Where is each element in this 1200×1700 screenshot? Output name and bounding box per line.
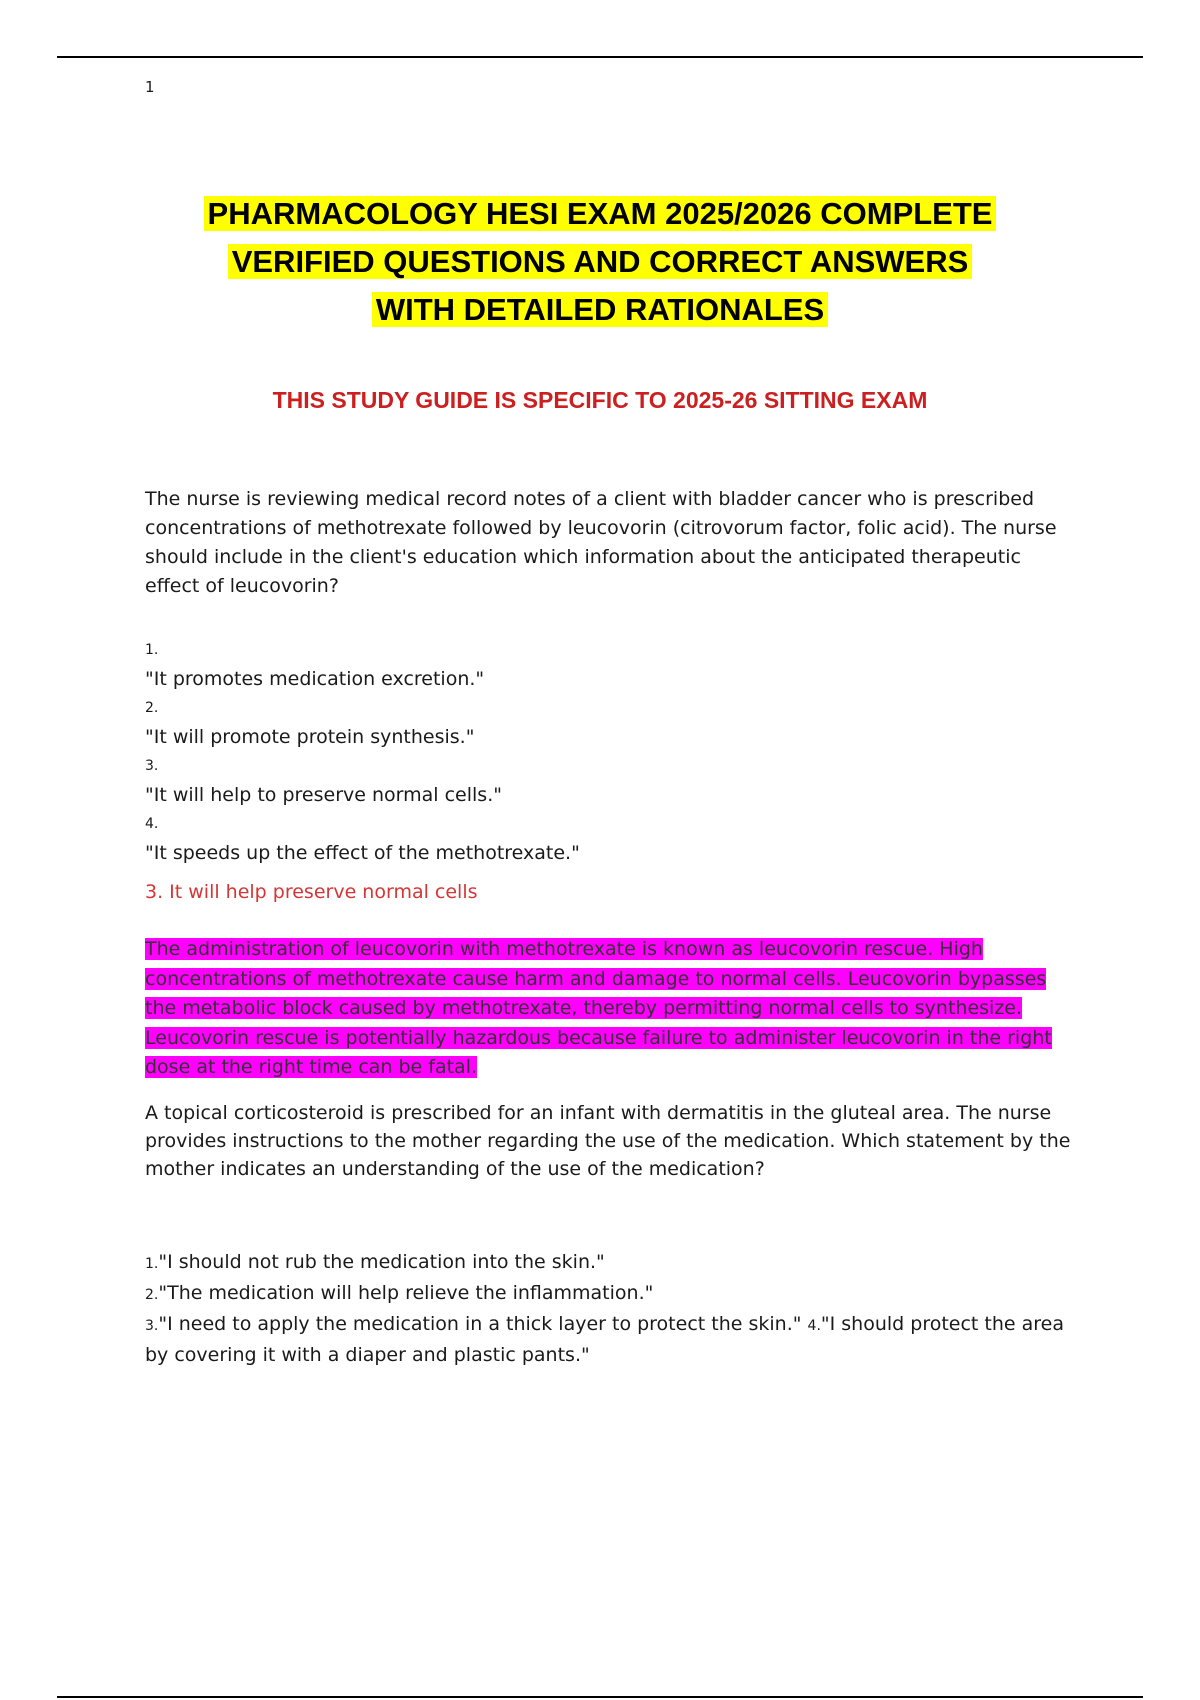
option-text: "I need to apply the medication in a thick layer to protect the skin."	[158, 1313, 802, 1335]
question-1-answer: 3. It will help preserve normal cells	[145, 881, 478, 903]
question-2-options	[145, 1248, 1080, 1370]
option-number: 4.	[807, 1318, 821, 1334]
option-number: 4.	[145, 816, 159, 832]
question-2-text: A topical corticosteroid is prescribed for an infant with dermatitis in the gluteal area. The nurse provides instructions to the mother regarding the use of the medication. Which statement by the mother indicates an understanding of the use of the medication?	[145, 1102, 1071, 1180]
option-number: 2.	[145, 1287, 159, 1303]
option-text: "It will help to preserve normal cells."	[145, 784, 502, 806]
option-text: "It will promote protein synthesis."	[145, 726, 475, 748]
title-line-2: VERIFIED QUESTIONS AND CORRECT ANSWERS	[228, 244, 973, 279]
option-text: "I should protect the area by covering it with a diaper and plastic pants."	[145, 1313, 1065, 1366]
option-number: 2.	[145, 700, 159, 716]
question-1-options	[145, 636, 1080, 868]
option-text: "I should not rub the medication into the skin."	[158, 1251, 605, 1273]
option-text: "It promotes medication excretion."	[145, 668, 485, 690]
question-1-rationale	[145, 935, 1080, 1083]
option-number: 1.	[145, 1256, 159, 1272]
option-text: "The medication will help relieve the inflammation."	[158, 1282, 654, 1304]
document-title	[100, 190, 1100, 334]
option-text: "It speeds up the effect of the methotrexate."	[145, 842, 580, 864]
question-1-text: The nurse is reviewing medical record notes of a client with bladder cancer who is prescribed concentrations of methotrexate followed by leucovorin (citrovorum factor, folic acid). The nurse should include in the client's education which information about the anticipated therapeutic effect of leucovorin?	[145, 488, 1057, 597]
page-number: 1	[145, 78, 155, 96]
title-line-1: PHARMACOLOGY HESI EXAM 2025/2026 COMPLETE	[204, 196, 997, 231]
option-number: 3.	[145, 758, 159, 774]
option-number: 1.	[145, 642, 159, 658]
title-line-3: WITH DETAILED RATIONALES	[372, 292, 828, 327]
rationale-text: The administration of leucovorin with methotrexate is known as leucovorin rescue. High concentrations of methotrexate cause harm and damage to normal cells. Leucovorin bypasses the metabolic block caused by methotrexate, thereby permitting normal cells to synthesize. Leucovorin rescue is potentially hazardous because failure to administer leucovorin in the right dose at the right time can be fatal.	[145, 938, 1052, 1078]
option-number: 3.	[145, 1318, 159, 1334]
footer-rule	[57, 1696, 1143, 1698]
document-subtitle: THIS STUDY GUIDE IS SPECIFIC TO 2025-26 SITTING EXAM	[272, 387, 928, 413]
header-rule	[57, 56, 1143, 58]
